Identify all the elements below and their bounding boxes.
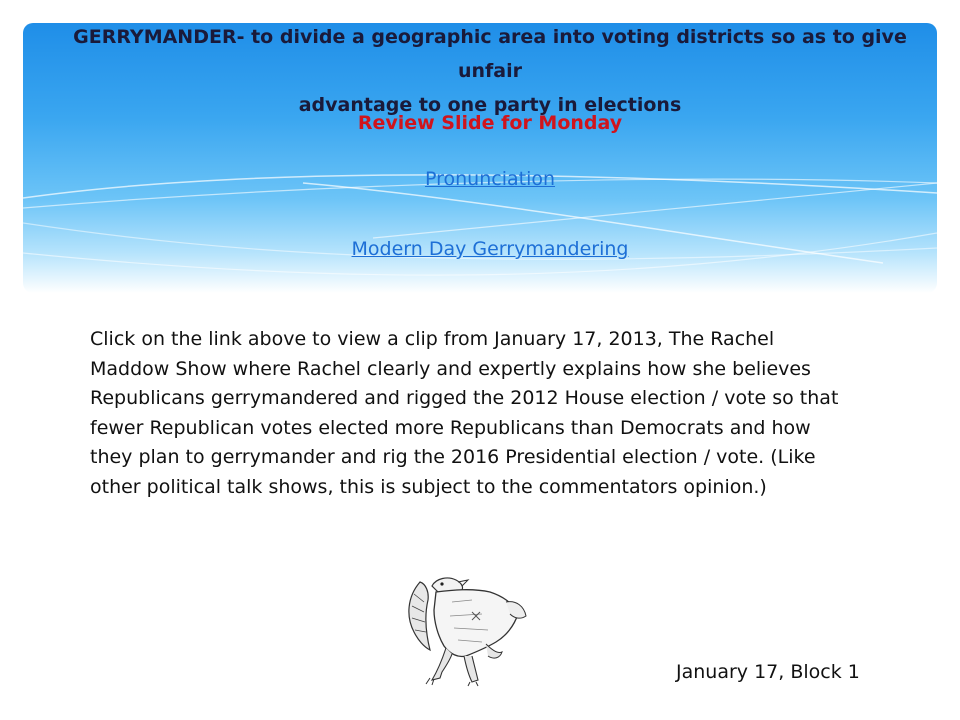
body-line-3: Republicans gerrymandered and rigged the 2012 House election / vote so that xyxy=(90,387,839,409)
footer-date: January 17, Block 1 xyxy=(676,661,860,683)
body-line-2: Maddow Show where Rachel clearly and expertly explains how she believes xyxy=(90,357,811,380)
body-line-4: fewer Republican votes elected more Republicans than Democrats and how xyxy=(90,416,811,439)
pronunciation-link[interactable]: Pronunciation xyxy=(424,168,556,190)
review-heading: Review Slide for Monday xyxy=(357,112,623,134)
modern-gerrymandering-link[interactable]: Modern Day Gerrymandering xyxy=(351,238,629,260)
title-line-2: advantage to one party in elections xyxy=(298,94,682,116)
body-paragraph xyxy=(90,325,890,502)
modern-gerrymandering-link-row xyxy=(40,235,940,263)
pronunciation-link-row xyxy=(40,165,940,193)
body-line-6: other political talk shows, this is subject to the commentators opinion.) xyxy=(90,475,767,498)
gerrymander-cartoon-image xyxy=(402,572,532,687)
body-line-5: they plan to gerrymander and rig the 2016 Presidential election / vote. (Like xyxy=(90,446,816,468)
body-line-1: Click on the link above to view a clip from January 17, 2013, The Rachel xyxy=(90,328,775,350)
page-title xyxy=(40,20,940,122)
title-line-1: GERRYMANDER- to divide a geographic area into voting districts so as to give unfair xyxy=(73,26,907,82)
